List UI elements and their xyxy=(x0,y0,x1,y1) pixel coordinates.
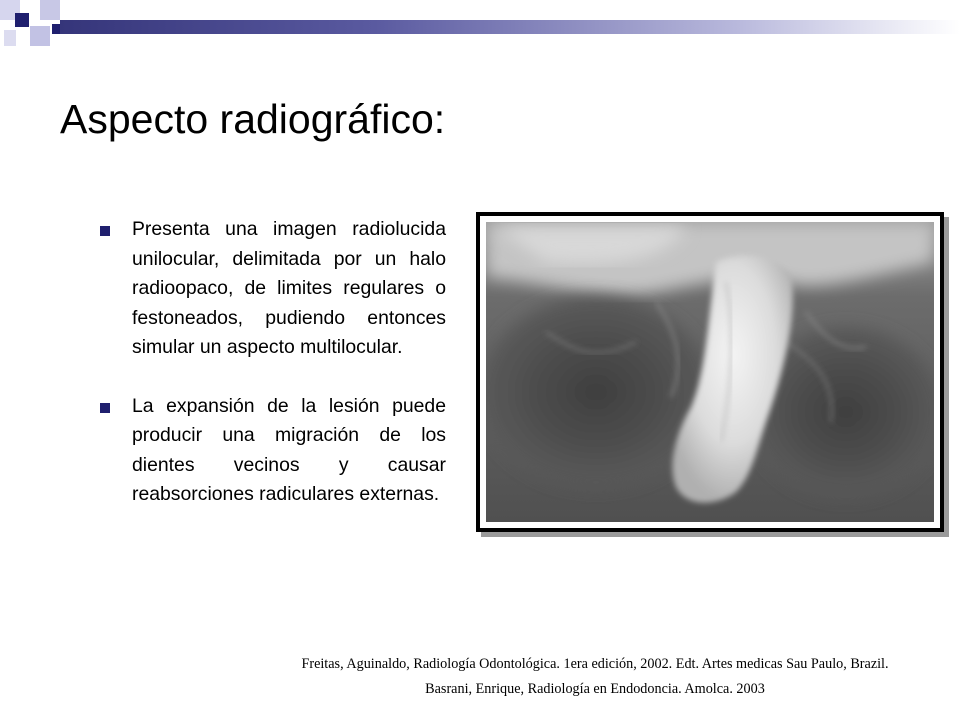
bullet-item xyxy=(100,215,446,363)
square-bullet-icon xyxy=(100,403,110,413)
decor-square xyxy=(40,0,60,20)
reference-line: Freitas, Aguinaldo, Radiología Odontológica. 1era edición, 2002. Edt. Artes medicas Sau Paulo, Brazil. xyxy=(301,656,889,672)
bullet-list xyxy=(100,215,446,510)
decor-square xyxy=(22,0,38,12)
radiograph-frame xyxy=(476,212,944,532)
decor-square xyxy=(15,13,29,27)
references xyxy=(255,652,935,702)
square-bullet-icon xyxy=(100,226,110,236)
decor-square xyxy=(30,26,50,46)
header-gradient-bar xyxy=(60,20,960,34)
reference-line: Basrani, Enrique, Radiología en Endodoncia. Amolca. 2003 xyxy=(425,681,765,697)
decor-square xyxy=(4,30,16,46)
slide-title: Aspecto radiográfico: xyxy=(60,96,446,142)
radiograph-image xyxy=(486,222,934,522)
bullet-text: Presenta una imagen radiolucida unilocular, delimitada por un halo radioopaco, de limites regulares o festoneados, pudiendo entonces simular un aspecto multilocular. xyxy=(132,218,446,358)
bullet-text: La expansión de la lesión puede producir una migración de los dientes vecinos y causar reabsorciones radiculares externas. xyxy=(132,394,446,505)
bullet-item xyxy=(100,392,446,510)
